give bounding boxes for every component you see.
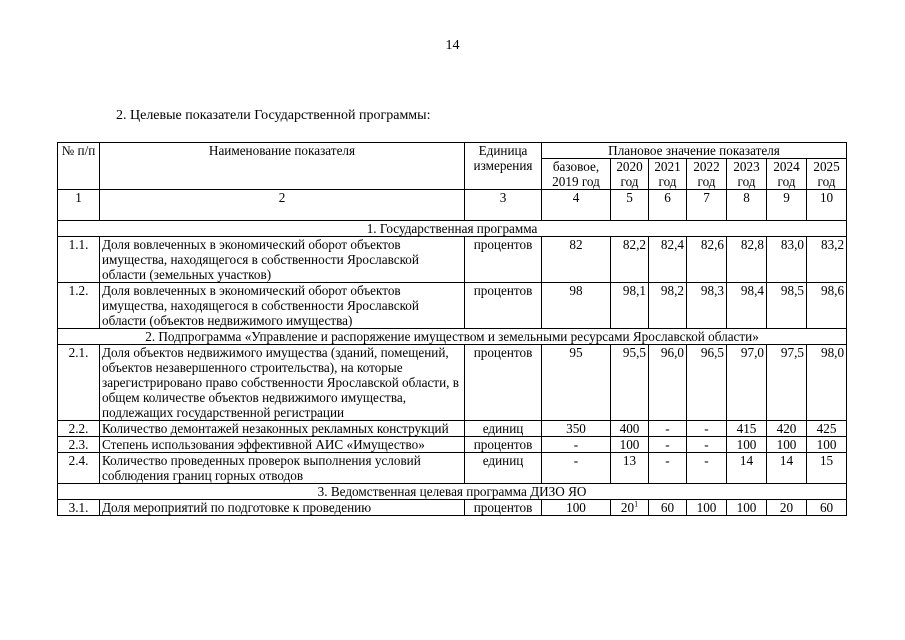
row-value: 96,0 (649, 345, 687, 421)
indicators-table (57, 142, 847, 516)
row-value: 83,2 (807, 237, 847, 283)
row-value: 14 (727, 453, 767, 484)
row-value: 20 (767, 500, 807, 516)
row-value: 82 (542, 237, 611, 283)
section-row (58, 484, 847, 500)
table-row (58, 345, 847, 421)
row-num: 2.2. (58, 421, 100, 437)
col-number: 10 (807, 190, 847, 221)
row-value: 82,6 (687, 237, 727, 283)
col-number: 9 (767, 190, 807, 221)
table-row (58, 500, 847, 516)
row-value: 98,5 (767, 283, 807, 329)
section-heading: 1. Государственная программа (58, 221, 847, 237)
row-num: 2.4. (58, 453, 100, 484)
column-numbers-row (58, 190, 847, 221)
row-name: Доля вовлеченных в экономический оборот объектов имущества, находящегося в собственности Ярославской области (земельных участков) (100, 237, 465, 283)
col-number: 3 (465, 190, 542, 221)
row-value: - (649, 421, 687, 437)
row-value: 415 (727, 421, 767, 437)
header-planned: Плановое значение показателя (542, 143, 847, 159)
row-value: 100 (727, 437, 767, 453)
header-year: 2024 год (767, 159, 807, 190)
section-title: 2. Целевые показатели Государственной программы: (116, 108, 431, 123)
row-value: - (542, 453, 611, 484)
col-number: 2 (100, 190, 465, 221)
row-value: 82,8 (727, 237, 767, 283)
row-value: - (542, 437, 611, 453)
row-value: - (687, 453, 727, 484)
row-value: - (649, 453, 687, 484)
row-unit: процентов (465, 345, 542, 421)
row-name: Количество демонтажей незаконных рекламных конструкций (100, 421, 465, 437)
table-row (58, 237, 847, 283)
row-value: 83,0 (767, 237, 807, 283)
header-base: базовое, 2019 год (542, 159, 611, 190)
col-number: 7 (687, 190, 727, 221)
row-value: 100 (727, 500, 767, 516)
row-value: 98,3 (687, 283, 727, 329)
row-name: Доля мероприятий по подготовке к проведению (100, 500, 465, 516)
section-heading: 2. Подпрограмма «Управление и распоряжение имуществом и земельными ресурсами Ярославской области» (58, 329, 847, 345)
header-year: 2023 год (727, 159, 767, 190)
row-unit: единиц (465, 421, 542, 437)
row-name: Доля объектов недвижимого имущества (зданий, помещений, объектов незавершенного строительства), на которые зарегистрировано право собственности Ярославской области, в общем количестве объектов недвижимого имущества, подлежащих государственной регистрации (100, 345, 465, 421)
header-name: Наименование показателя (100, 143, 465, 190)
row-value: 95,5 (611, 345, 649, 421)
row-value: 60 (649, 500, 687, 516)
col-number: 4 (542, 190, 611, 221)
row-value: 95 (542, 345, 611, 421)
row-value (611, 500, 649, 516)
row-name: Количество проведенных проверок выполнения условий соблюдения границ горных отводов (100, 453, 465, 484)
row-name: Доля вовлеченных в экономический оборот объектов имущества, находящегося в собственности Ярославской области (объектов недвижимого имущества) (100, 283, 465, 329)
row-num: 2.1. (58, 345, 100, 421)
row-value: 96,5 (687, 345, 727, 421)
row-unit: единиц (465, 453, 542, 484)
row-value: 100 (767, 437, 807, 453)
row-name: Степень использования эффективной АИС «Имущество» (100, 437, 465, 453)
row-unit: процентов (465, 500, 542, 516)
row-value: 98,2 (649, 283, 687, 329)
header-row (58, 143, 847, 159)
row-num: 3.1. (58, 500, 100, 516)
row-value: - (649, 437, 687, 453)
row-value: 400 (611, 421, 649, 437)
row-value: 420 (767, 421, 807, 437)
row-unit: процентов (465, 283, 542, 329)
row-unit: процентов (465, 437, 542, 453)
table-row (58, 437, 847, 453)
row-value: 425 (807, 421, 847, 437)
row-value: 98,4 (727, 283, 767, 329)
row-value: 98,1 (611, 283, 649, 329)
footnote-mark: 1 (634, 499, 639, 509)
row-value: 15 (807, 453, 847, 484)
page-number: 14 (445, 38, 460, 53)
col-number: 8 (727, 190, 767, 221)
row-value: 13 (611, 453, 649, 484)
row-value: 14 (767, 453, 807, 484)
col-number: 1 (58, 190, 100, 221)
header-year: 2020 год (611, 159, 649, 190)
section-row (58, 329, 847, 345)
header-unit: Единица измерения (465, 143, 542, 190)
section-row (58, 221, 847, 237)
header-year: 2022 год (687, 159, 727, 190)
row-value: - (687, 437, 727, 453)
row-num: 1.2. (58, 283, 100, 329)
row-unit: процентов (465, 237, 542, 283)
col-number: 5 (611, 190, 649, 221)
row-value: 100 (687, 500, 727, 516)
table-row (58, 283, 847, 329)
header-num: № п/п (58, 143, 100, 190)
row-value: 100 (611, 437, 649, 453)
row-value: 82,2 (611, 237, 649, 283)
row-value: 97,5 (767, 345, 807, 421)
row-value: 98,0 (807, 345, 847, 421)
row-value: 97,0 (727, 345, 767, 421)
row-value: 100 (542, 500, 611, 516)
col-number: 6 (649, 190, 687, 221)
row-value: 100 (807, 437, 847, 453)
table-row (58, 453, 847, 484)
row-value: 350 (542, 421, 611, 437)
section-heading: 3. Ведомственная целевая программа ДИЗО ЯО (58, 484, 847, 500)
header-year: 2021 год (649, 159, 687, 190)
header-year: 2025 год (807, 159, 847, 190)
row-num: 1.1. (58, 237, 100, 283)
row-value: - (687, 421, 727, 437)
table-row (58, 421, 847, 437)
row-value: 60 (807, 500, 847, 516)
row-value: 82,4 (649, 237, 687, 283)
row-num: 2.3. (58, 437, 100, 453)
row-value-text: 20 (620, 500, 635, 515)
row-value: 98,6 (807, 283, 847, 329)
row-value: 98 (542, 283, 611, 329)
